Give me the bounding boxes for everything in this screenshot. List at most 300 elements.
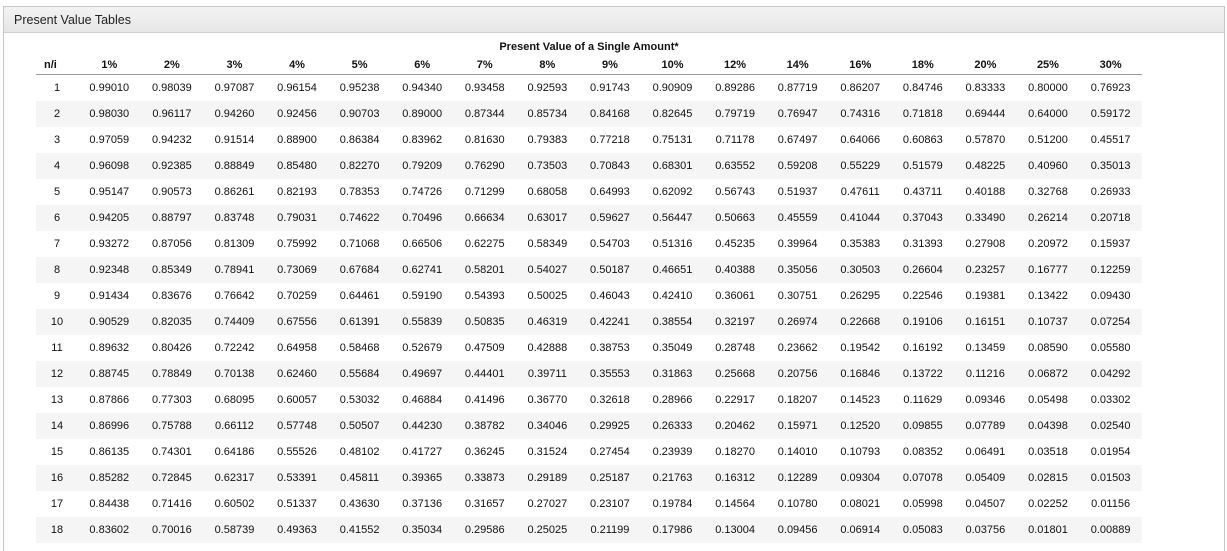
table-cell: 0.70843 (579, 153, 642, 179)
table-cell: 0.92456 (266, 101, 329, 127)
table-cell: 0.38753 (579, 335, 642, 361)
table-cell: 0.66112 (203, 413, 266, 439)
table-cell: 0.78941 (203, 257, 266, 283)
table-cell: 0.28748 (704, 335, 767, 361)
table-cell: 0.13459 (954, 335, 1017, 361)
column-header-rate: 2% (141, 56, 204, 75)
table-cell: 0.58349 (516, 231, 579, 257)
row-period-cell: 8 (36, 257, 78, 283)
table-cell: 0.79209 (391, 153, 454, 179)
table-cell: 0.27454 (579, 439, 642, 465)
table-cell: 0.28966 (641, 387, 704, 413)
table-cell: 0.09456 (766, 517, 829, 543)
table-cell: 0.32618 (579, 387, 642, 413)
table-cell: 0.88900 (266, 127, 329, 153)
table-cell: 0.01954 (1079, 439, 1142, 465)
table-cell: 0.44401 (453, 361, 516, 387)
table-cell: 0.50025 (516, 283, 579, 309)
table-cell: 0.19381 (954, 283, 1017, 309)
table-cell: 0.92385 (141, 153, 204, 179)
table-cell: 0.36061 (704, 283, 767, 309)
table-cell: 0.26604 (892, 257, 955, 283)
table-cell: 0.16846 (829, 361, 892, 387)
table-cell: 0.96098 (78, 153, 141, 179)
table-cell: 0.49697 (391, 361, 454, 387)
table-cell: 0.71416 (141, 491, 204, 517)
table-cell: 0.05580 (1079, 335, 1142, 361)
table-row (36, 179, 1142, 205)
table-cell: 0.23662 (766, 335, 829, 361)
table-cell: 0.29189 (516, 465, 579, 491)
table-cell: 0.66506 (391, 231, 454, 257)
table-cell: 0.93272 (78, 231, 141, 257)
table-row (36, 75, 1142, 102)
table-cell: 0.43630 (328, 491, 391, 517)
table-cell: 0.30503 (829, 257, 892, 283)
table-row (36, 335, 1142, 361)
table-row (36, 309, 1142, 335)
table-cell: 0.68095 (203, 387, 266, 413)
table-cell: 0.21763 (641, 465, 704, 491)
table-cell: 0.78353 (328, 179, 391, 205)
table-cell: 0.82270 (328, 153, 391, 179)
table-cell: 0.73069 (266, 257, 329, 283)
table-row (36, 205, 1142, 231)
table-cell: 0.95238 (328, 75, 391, 102)
table-cell: 0.06491 (954, 439, 1017, 465)
table-cell: 0.87056 (141, 231, 204, 257)
table-cell: 0.90529 (78, 309, 141, 335)
table-cell: 0.84438 (78, 491, 141, 517)
table-cell: 0.50507 (328, 413, 391, 439)
table-cell: 0.55229 (829, 153, 892, 179)
table-cell: 0.74316 (829, 101, 892, 127)
table-cell: 0.75992 (266, 231, 329, 257)
table-cell: 0.95147 (78, 179, 141, 205)
table-cell: 0.60502 (203, 491, 266, 517)
table-cell: 0.77218 (579, 127, 642, 153)
table-cell: 0.53032 (328, 387, 391, 413)
table-cell: 0.74409 (203, 309, 266, 335)
table-cell: 0.97059 (78, 127, 141, 153)
column-header-rate: 6% (391, 56, 454, 75)
table-cell: 0.55684 (328, 361, 391, 387)
table-cell: 0.22668 (829, 309, 892, 335)
table-cell: 0.62275 (453, 231, 516, 257)
column-header-rate: 10% (641, 56, 704, 75)
column-header-rate: 25% (1017, 56, 1080, 75)
table-cell: 0.40188 (954, 179, 1017, 205)
table-cell: 0.29925 (579, 413, 642, 439)
table-cell: 0.07254 (1079, 309, 1142, 335)
table-cell: 0.88849 (203, 153, 266, 179)
table-cell: 0.16151 (954, 309, 1017, 335)
table-cell: 0.57870 (954, 127, 1017, 153)
table-cell: 0.87866 (78, 387, 141, 413)
row-period-cell: 6 (36, 205, 78, 231)
table-cell: 0.91514 (203, 127, 266, 153)
table-container (36, 39, 1142, 543)
table-cell: 0.39711 (516, 361, 579, 387)
present-value-window (3, 6, 1225, 551)
table-cell: 0.90909 (641, 75, 704, 102)
table-cell: 0.21199 (579, 517, 642, 543)
row-period-cell: 17 (36, 491, 78, 517)
table-cell: 0.25668 (704, 361, 767, 387)
row-period-cell: 12 (36, 361, 78, 387)
table-cell: 0.59627 (579, 205, 642, 231)
table-cell: 0.09346 (954, 387, 1017, 413)
table-cell: 0.71068 (328, 231, 391, 257)
table-cell: 0.26333 (641, 413, 704, 439)
table-cell: 0.58739 (203, 517, 266, 543)
table-cell: 0.02252 (1017, 491, 1080, 517)
table-cell: 0.05083 (892, 517, 955, 543)
table-cell: 0.30751 (766, 283, 829, 309)
table-cell: 0.31657 (453, 491, 516, 517)
table-cell: 0.16192 (892, 335, 955, 361)
column-header-rate: 20% (954, 56, 1017, 75)
table-cell: 0.63017 (516, 205, 579, 231)
table-cell: 0.76290 (453, 153, 516, 179)
table-cell: 0.89632 (78, 335, 141, 361)
table-cell: 0.62460 (266, 361, 329, 387)
table-cell: 0.85282 (78, 465, 141, 491)
table-cell: 0.79719 (704, 101, 767, 127)
present-value-table (36, 56, 1142, 543)
table-cell: 0.49363 (266, 517, 329, 543)
table-cell: 0.04507 (954, 491, 1017, 517)
table-cell: 0.47611 (829, 179, 892, 205)
table-cell: 0.14523 (829, 387, 892, 413)
table-cell: 0.61391 (328, 309, 391, 335)
table-cell: 0.14010 (766, 439, 829, 465)
table-cell: 0.26974 (766, 309, 829, 335)
table-cell: 0.20756 (766, 361, 829, 387)
table-cell: 0.40960 (1017, 153, 1080, 179)
table-cell: 0.15971 (766, 413, 829, 439)
table-row (36, 153, 1142, 179)
table-cell: 0.82193 (266, 179, 329, 205)
table-cell: 0.22917 (704, 387, 767, 413)
table-cell: 0.08352 (892, 439, 955, 465)
table-cell: 0.50663 (704, 205, 767, 231)
table-cell: 0.27908 (954, 231, 1017, 257)
table-cell: 0.25187 (579, 465, 642, 491)
table-cell: 0.66634 (453, 205, 516, 231)
window-titlebar (4, 7, 1224, 33)
table-cell: 0.81309 (203, 231, 266, 257)
table-cell: 0.83333 (954, 75, 1017, 102)
table-cell: 0.20718 (1079, 205, 1142, 231)
table-cell: 0.43711 (892, 179, 955, 205)
table-cell: 0.35013 (1079, 153, 1142, 179)
table-cell: 0.48225 (954, 153, 1017, 179)
table-cell: 0.07078 (892, 465, 955, 491)
table-cell: 0.67556 (266, 309, 329, 335)
table-cell: 0.23107 (579, 491, 642, 517)
table-cell: 0.04292 (1079, 361, 1142, 387)
table-cell: 0.51937 (766, 179, 829, 205)
row-period-cell: 3 (36, 127, 78, 153)
table-cell: 0.03302 (1079, 387, 1142, 413)
table-cell: 0.85480 (266, 153, 329, 179)
table-cell: 0.79031 (266, 205, 329, 231)
table-cell: 0.67497 (766, 127, 829, 153)
table-cell: 0.01156 (1079, 491, 1142, 517)
table-cell: 0.64186 (203, 439, 266, 465)
table-cell: 0.23257 (954, 257, 1017, 283)
table-cell: 0.42888 (516, 335, 579, 361)
table-cell: 0.83962 (391, 127, 454, 153)
table-cell: 0.76923 (1079, 75, 1142, 102)
table-cell: 0.10780 (766, 491, 829, 517)
table-cell: 0.53391 (266, 465, 329, 491)
table-cell: 0.08021 (829, 491, 892, 517)
table-cell: 0.78849 (141, 361, 204, 387)
table-cell: 0.33873 (453, 465, 516, 491)
table-row (36, 465, 1142, 491)
table-cell: 0.98030 (78, 101, 141, 127)
table-cell: 0.42410 (641, 283, 704, 309)
table-cell: 0.19106 (892, 309, 955, 335)
row-period-cell: 14 (36, 413, 78, 439)
table-cell: 0.05498 (1017, 387, 1080, 413)
table-cell: 0.54703 (579, 231, 642, 257)
table-cell: 0.03518 (1017, 439, 1080, 465)
table-cell: 0.08590 (1017, 335, 1080, 361)
row-period-cell: 2 (36, 101, 78, 127)
table-cell: 0.82645 (641, 101, 704, 127)
row-period-cell: 16 (36, 465, 78, 491)
row-period-cell: 9 (36, 283, 78, 309)
table-cell: 0.29586 (453, 517, 516, 543)
table-cell: 0.64958 (266, 335, 329, 361)
column-header-rate: 18% (892, 56, 955, 75)
table-cell: 0.15937 (1079, 231, 1142, 257)
column-header-period: n/i (36, 56, 78, 75)
table-cell: 0.26933 (1079, 179, 1142, 205)
table-cell: 0.71818 (892, 101, 955, 127)
table-cell: 0.90573 (141, 179, 204, 205)
table-cell: 0.68301 (641, 153, 704, 179)
table-cell: 0.09430 (1079, 283, 1142, 309)
table-cell: 0.83748 (203, 205, 266, 231)
row-period-cell: 13 (36, 387, 78, 413)
table-cell: 0.11629 (892, 387, 955, 413)
table-cell: 0.59208 (766, 153, 829, 179)
column-header-rate: 7% (453, 56, 516, 75)
table-cell: 0.71178 (704, 127, 767, 153)
table-cell: 0.55526 (266, 439, 329, 465)
table-cell: 0.86135 (78, 439, 141, 465)
table-cell: 0.76947 (766, 101, 829, 127)
table-cell: 0.51200 (1017, 127, 1080, 153)
table-cell: 0.00889 (1079, 517, 1142, 543)
table-cell: 0.02540 (1079, 413, 1142, 439)
table-cell: 0.16777 (1017, 257, 1080, 283)
table-cell: 0.01503 (1079, 465, 1142, 491)
table-cell: 0.20972 (1017, 231, 1080, 257)
table-cell: 0.94340 (391, 75, 454, 102)
table-cell: 0.92593 (516, 75, 579, 102)
column-header-rate: 8% (516, 56, 579, 75)
table-cell: 0.32197 (704, 309, 767, 335)
table-cell: 0.80000 (1017, 75, 1080, 102)
table-cell: 0.82035 (141, 309, 204, 335)
table-cell: 0.57748 (266, 413, 329, 439)
column-header-rate: 9% (579, 56, 642, 75)
table-cell: 0.62092 (641, 179, 704, 205)
table-cell: 0.11216 (954, 361, 1017, 387)
table-cell: 0.37136 (391, 491, 454, 517)
table-row (36, 491, 1142, 517)
table-cell: 0.16312 (704, 465, 767, 491)
column-header-rate: 14% (766, 56, 829, 75)
table-cell: 0.09855 (892, 413, 955, 439)
table-cell: 0.23939 (641, 439, 704, 465)
table-cell: 0.44230 (391, 413, 454, 439)
table-cell: 0.88745 (78, 361, 141, 387)
table-cell: 0.54027 (516, 257, 579, 283)
table-cell: 0.37043 (892, 205, 955, 231)
table-row (36, 439, 1142, 465)
table-cell: 0.68058 (516, 179, 579, 205)
table-cell: 0.02815 (1017, 465, 1080, 491)
table-cell: 0.31393 (892, 231, 955, 257)
table-cell: 0.86261 (203, 179, 266, 205)
table-title: Present Value of a Single Amount* (499, 41, 679, 53)
row-period-cell: 18 (36, 517, 78, 543)
row-period-cell: 11 (36, 335, 78, 361)
table-cell: 0.59172 (1079, 101, 1142, 127)
table-cell: 0.84168 (579, 101, 642, 127)
table-cell: 0.47509 (453, 335, 516, 361)
table-cell: 0.85349 (141, 257, 204, 283)
table-cell: 0.50187 (579, 257, 642, 283)
table-cell: 0.94260 (203, 101, 266, 127)
table-cell: 0.39964 (766, 231, 829, 257)
column-header-rate: 1% (78, 56, 141, 75)
table-cell: 0.35553 (579, 361, 642, 387)
table-cell: 0.83676 (141, 283, 204, 309)
table-cell: 0.77303 (141, 387, 204, 413)
table-cell: 0.73503 (516, 153, 579, 179)
table-cell: 0.71299 (453, 179, 516, 205)
table-cell: 0.35056 (766, 257, 829, 283)
table-row (36, 101, 1142, 127)
table-cell: 0.01801 (1017, 517, 1080, 543)
table-cell: 0.62741 (391, 257, 454, 283)
table-cell: 0.87719 (766, 75, 829, 102)
table-cell: 0.74301 (141, 439, 204, 465)
table-cell: 0.96117 (141, 101, 204, 127)
table-cell: 0.89286 (704, 75, 767, 102)
table-cell: 0.72242 (203, 335, 266, 361)
table-cell: 0.06872 (1017, 361, 1080, 387)
table-cell: 0.05998 (892, 491, 955, 517)
table-cell: 0.97087 (203, 75, 266, 102)
table-cell: 0.86384 (328, 127, 391, 153)
table-row (36, 231, 1142, 257)
table-cell: 0.93458 (453, 75, 516, 102)
table-cell: 0.14564 (704, 491, 767, 517)
table-cell: 0.17986 (641, 517, 704, 543)
column-header-rate: 5% (328, 56, 391, 75)
table-cell: 0.92348 (78, 257, 141, 283)
table-cell: 0.59190 (391, 283, 454, 309)
table-cell: 0.64461 (328, 283, 391, 309)
table-cell: 0.70259 (266, 283, 329, 309)
table-cell: 0.56743 (704, 179, 767, 205)
column-header-rate: 4% (266, 56, 329, 75)
table-row (36, 387, 1142, 413)
table-cell: 0.26214 (1017, 205, 1080, 231)
table-row (36, 283, 1142, 309)
table-cell: 0.13422 (1017, 283, 1080, 309)
table-cell: 0.56447 (641, 205, 704, 231)
table-cell: 0.70138 (203, 361, 266, 387)
table-cell: 0.26295 (829, 283, 892, 309)
table-cell: 0.75131 (641, 127, 704, 153)
table-cell: 0.87344 (453, 101, 516, 127)
table-cell: 0.51337 (266, 491, 329, 517)
table-cell: 0.69444 (954, 101, 1017, 127)
table-cell: 0.45517 (1079, 127, 1142, 153)
column-header-rate: 16% (829, 56, 892, 75)
table-cell: 0.58468 (328, 335, 391, 361)
table-cell: 0.99010 (78, 75, 141, 102)
table-cell: 0.41552 (328, 517, 391, 543)
column-header-rate: 30% (1079, 56, 1142, 75)
table-cell: 0.50835 (453, 309, 516, 335)
table-cell: 0.51316 (641, 231, 704, 257)
table-cell: 0.67684 (328, 257, 391, 283)
table-row (36, 257, 1142, 283)
table-cell: 0.75788 (141, 413, 204, 439)
table-cell: 0.79383 (516, 127, 579, 153)
table-cell: 0.63552 (704, 153, 767, 179)
table-cell: 0.81630 (453, 127, 516, 153)
table-cell: 0.45559 (766, 205, 829, 231)
table-cell: 0.13722 (892, 361, 955, 387)
table-cell: 0.89000 (391, 101, 454, 127)
table-cell: 0.86996 (78, 413, 141, 439)
table-cell: 0.41496 (453, 387, 516, 413)
table-cell: 0.85734 (516, 101, 579, 127)
table-cell: 0.32768 (1017, 179, 1080, 205)
table-cell: 0.07789 (954, 413, 1017, 439)
table-cell: 0.64000 (1017, 101, 1080, 127)
table-cell: 0.46319 (516, 309, 579, 335)
table-header-row (36, 56, 1142, 75)
table-cell: 0.12520 (829, 413, 892, 439)
table-cell: 0.45811 (328, 465, 391, 491)
table-cell: 0.55839 (391, 309, 454, 335)
table-cell: 0.91743 (579, 75, 642, 102)
table-cell: 0.46043 (579, 283, 642, 309)
table-cell: 0.35383 (829, 231, 892, 257)
row-period-cell: 10 (36, 309, 78, 335)
table-cell: 0.90703 (328, 101, 391, 127)
table-body (36, 75, 1142, 544)
table-cell: 0.25025 (516, 517, 579, 543)
table-cell: 0.06914 (829, 517, 892, 543)
table-cell: 0.42241 (579, 309, 642, 335)
table-cell: 0.35034 (391, 517, 454, 543)
table-cell: 0.64993 (579, 179, 642, 205)
table-cell: 0.19542 (829, 335, 892, 361)
